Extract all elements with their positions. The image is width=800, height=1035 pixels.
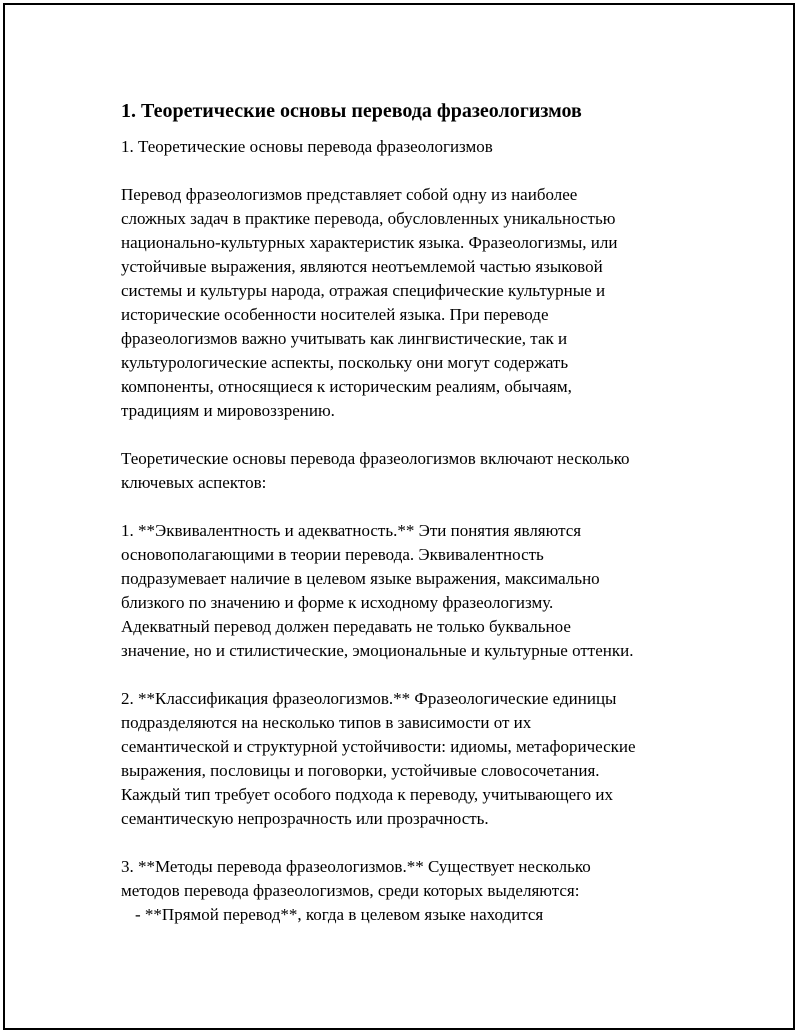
text-line: культурологические аспекты, поскольку они могут содержать <box>121 353 569 372</box>
text-line: фразеологизмов важно учитывать как лингвистические, так и <box>121 329 568 348</box>
text-line: подразумевает наличие в целевом языке выражения, максимально <box>121 569 600 588</box>
document-body <box>121 97 701 951</box>
text-line: 2. **Классификация фразеологизмов.** Фразеологические единицы <box>121 689 617 708</box>
text-line: традициям и мировоззрению. <box>121 401 335 420</box>
text-line: Каждый тип требует особого подхода к переводу, учитывающего их <box>121 785 614 804</box>
text-line: подразделяются на несколько типов в зависимости от их <box>121 713 532 732</box>
text-line: сложных задач в практике перевода, обусловленных уникальностью <box>121 209 616 228</box>
list-item: - **Прямой перевод**, когда в целевом языке находится <box>135 905 544 924</box>
text-line: устойчивые выражения, являются неотъемлемой частью языковой <box>121 257 603 276</box>
paragraph-methods <box>121 855 701 927</box>
text-line: национально-культурных характеристик языка. Фразеологизмы, или <box>121 233 618 252</box>
section-heading: 1. Теоретические основы перевода фразеологизмов <box>121 100 582 122</box>
text-line: близкого по значению и форме к исходному фразеологизму. <box>121 593 554 612</box>
paragraph-classification <box>121 687 701 831</box>
paragraph-equivalence <box>121 519 701 663</box>
text-line: 3. **Методы перевода фразеологизмов.** Существует несколько <box>121 857 591 876</box>
page-frame <box>3 3 795 1030</box>
text-line: Адекватный перевод должен передавать не только буквальное <box>121 617 571 636</box>
text-line: основополагающими в теории перевода. Эквивалентность <box>121 545 544 564</box>
text-line: значение, но и стилистические, эмоциональные и культурные оттенки. <box>121 641 634 660</box>
text-line: компоненты, относящиеся к историческим реалиям, обычаям, <box>121 377 572 396</box>
text-line: выражения, пословицы и поговорки, устойчивые словосочетания. <box>121 761 600 780</box>
text-line: исторические особенности носителей языка. При переводе <box>121 305 549 324</box>
text-line: системы и культуры народа, отражая специфические культурные и <box>121 281 606 300</box>
text-line: ключевых аспектов: <box>121 473 267 492</box>
text-line: 1. **Эквивалентность и адекватность.** Эти понятия являются <box>121 521 582 540</box>
text-line: 1. Теоретические основы перевода фразеологизмов <box>121 137 493 156</box>
paragraph-subtitle <box>121 135 701 159</box>
text-line: Перевод фразеологизмов представляет собой одну из наиболее <box>121 185 578 204</box>
text-line: семантической и структурной устойчивости: идиомы, метафорические <box>121 737 636 756</box>
paragraph-aspects-intro <box>121 447 701 495</box>
text-line: методов перевода фразеологизмов, среди которых выделяются: <box>121 881 580 900</box>
paragraph-intro <box>121 183 701 423</box>
text-line: Теоретические основы перевода фразеологизмов включают несколько <box>121 449 630 468</box>
text-line: семантическую непрозрачность или прозрачность. <box>121 809 489 828</box>
